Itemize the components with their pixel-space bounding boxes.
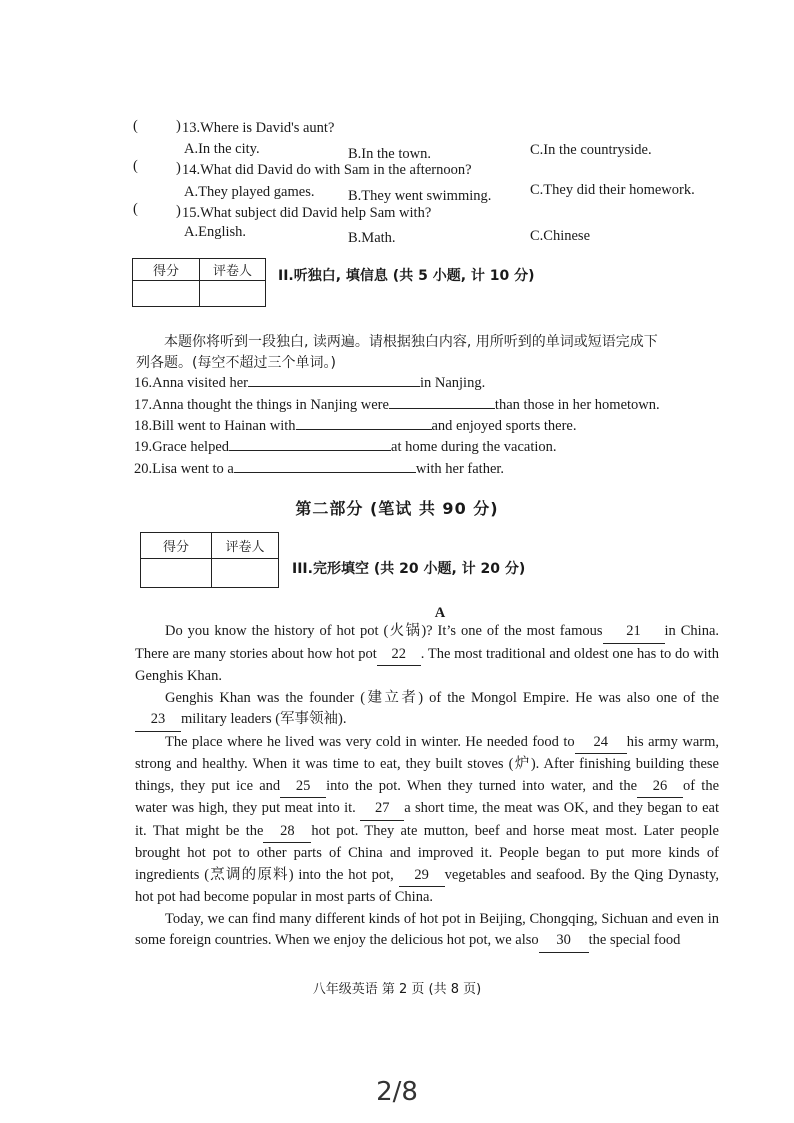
item-text-after: with her father.	[415, 461, 505, 477]
text-run: a short time, the meat was OK, and they began to eat it. That might be the	[135, 800, 720, 839]
score-cell	[141, 559, 212, 588]
answer-paren-close: )	[176, 160, 181, 176]
item-text-before: 17.Anna thought the things in Nanjing were	[134, 397, 389, 413]
grader-cell	[212, 559, 279, 588]
text-run: Genghis Khan was the founder (建立者) of the Mongol Empire. He was also one of the	[165, 689, 719, 706]
blank-23: 23	[135, 709, 181, 732]
paragraph-1	[135, 621, 719, 688]
blank-25: 25	[280, 776, 326, 799]
blank-29: 29	[399, 865, 445, 888]
answer-blank	[234, 458, 416, 473]
option-b: B.They went swimming.	[348, 188, 492, 204]
answer-blank	[389, 394, 495, 409]
section-3-title: III.完形填空 (共 20 小题, 计 20 分)	[292, 561, 526, 577]
item-text-after: and enjoyed sports there.	[431, 418, 577, 434]
blank-30: 30	[539, 930, 589, 953]
cloze-passage	[135, 621, 719, 953]
text-run: Today, we can find many different kinds of hot pot in Beijing, Chongqing, Sichuan and even in some foreign countries. When we enjoy the delicious hot pot, we also	[135, 910, 719, 948]
option-a: A.In the city.	[184, 141, 260, 157]
answer-blank	[248, 372, 420, 387]
score-cell	[133, 281, 200, 307]
option-a: A.English.	[184, 224, 247, 240]
answer-blank	[229, 436, 391, 451]
option-a: A.They played games.	[184, 184, 315, 200]
text-run: the special food	[588, 932, 681, 948]
paragraph-3	[135, 732, 719, 909]
text-run: hot pot. They ate mutton, beef and horse meat most. Later people brought hot pot to other parts of China and improved it. People began to put more kinds of ingredients (烹调的原料) into the hot pot,	[135, 822, 719, 883]
fill-item-18	[134, 415, 576, 435]
grader-cell	[200, 281, 266, 307]
page-footer: 八年级英语 第 2 页 (共 8 页)	[312, 982, 482, 997]
option-c: C.They did their homework.	[530, 182, 695, 198]
item-text-after: than those in her hometown.	[494, 397, 660, 413]
item-text-after: in Nanjing.	[419, 375, 486, 391]
fill-item-19	[134, 436, 557, 456]
text-run: Do you know the history of hot pot (火锅)? It’s one of the most famous	[165, 623, 603, 639]
part-2-title: 第二部分 (笔试 共 90 分)	[295, 499, 499, 518]
score-label: 得分	[141, 533, 212, 559]
option-c: C.Chinese	[530, 228, 591, 244]
blank-28: 28	[263, 821, 311, 844]
text-run: The place where he lived was very cold in winter. He needed food to	[165, 733, 575, 750]
item-text-before: 19.Grace helped	[134, 439, 230, 455]
question-text: 14.What did David do with Sam in the afternoon?	[182, 162, 472, 178]
text-run: military leaders (军事领袖).	[181, 711, 347, 727]
item-text-before: 16.Anna visited her	[134, 375, 248, 391]
fill-item-17	[134, 394, 660, 414]
answer-paren-open: (	[133, 158, 138, 174]
score-label: 得分	[133, 259, 200, 281]
grader-label: 评卷人	[212, 533, 279, 559]
item-text-after: at home during the vacation.	[391, 439, 557, 455]
blank-26: 26	[637, 776, 683, 799]
score-box	[132, 258, 266, 307]
answer-paren-open: (	[133, 118, 138, 134]
option-c: C.In the countryside.	[530, 142, 652, 158]
instruction-line-1: 本题你将听到一段独白, 读两遍。请根据独白内容, 用所听到的单词或短语完成下	[164, 334, 658, 350]
text-run: of the water was high, they put meat into it.	[135, 777, 720, 816]
option-b: B.In the town.	[348, 146, 431, 162]
answer-paren-close: )	[176, 118, 181, 134]
blank-21: 21	[603, 621, 665, 644]
text-run: his army warm, strong and healthy. When it was time to eat, they built stoves (炉). After finishing building these things, they put ice and	[135, 733, 719, 794]
text-run: . The most traditional and oldest one has to do with Genghis Khan.	[135, 645, 719, 684]
grader-label: 评卷人	[200, 259, 266, 281]
fill-item-20	[134, 458, 504, 478]
page-indicator: 2/8	[376, 1077, 418, 1107]
blank-27: 27	[360, 798, 404, 821]
paragraph-2	[135, 688, 719, 732]
answer-paren-open: (	[133, 201, 138, 217]
text-run: vegetables and seafood. By the Qing Dynasty, hot pot had become popular in most parts of China.	[135, 866, 720, 905]
item-text-before: 20.Lisa went to a	[134, 461, 234, 477]
item-text-before: 18.Bill went to Hainan with	[134, 418, 296, 434]
passage-label: A	[434, 605, 446, 621]
answer-blank	[296, 415, 432, 430]
option-b: B.Math.	[348, 230, 396, 246]
score-box	[140, 532, 279, 588]
instruction-line-2: 列各题。(每空不超过三个单词。)	[136, 355, 336, 371]
section-2-instruction	[136, 332, 658, 374]
section-2-title: II.听独白, 填信息 (共 5 小题, 计 10 分)	[278, 268, 535, 284]
answer-paren-close: )	[176, 203, 181, 219]
question-text: 13.Where is David's aunt?	[182, 120, 335, 136]
text-run: into the pot. When they turned into water, and the	[326, 777, 638, 794]
question-text: 15.What subject did David help Sam with?	[182, 205, 432, 221]
blank-22: 22	[377, 644, 421, 667]
fill-item-16	[134, 372, 485, 392]
blank-24: 24	[575, 732, 627, 755]
text-run: in China. There are many stories about how hot pot	[135, 623, 719, 662]
paragraph-4	[135, 909, 719, 953]
